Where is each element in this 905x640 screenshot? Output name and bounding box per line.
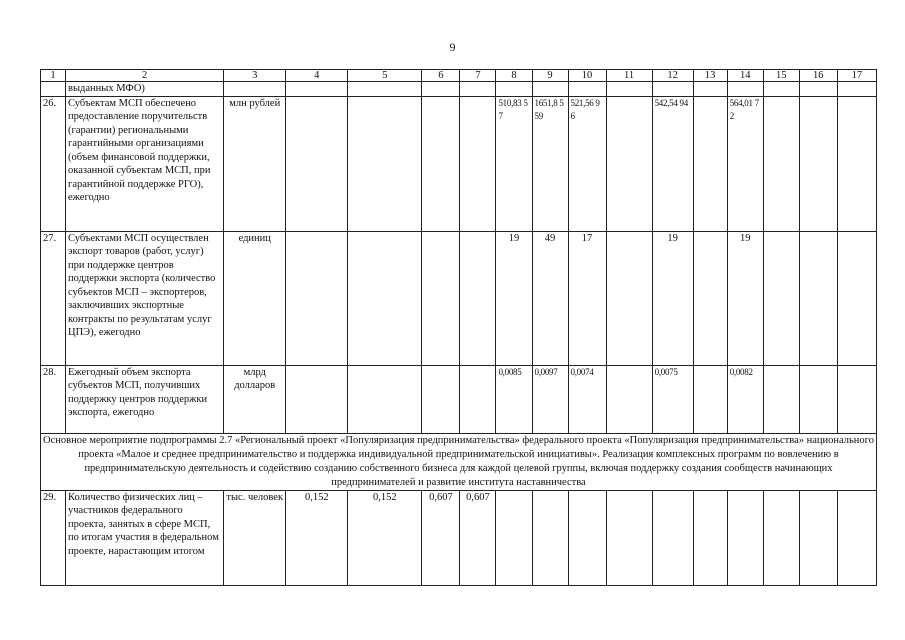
- column-number: 11: [606, 70, 652, 82]
- value-col-9: 1651,8 559: [532, 96, 568, 231]
- value-col-9: 0,0097: [532, 365, 568, 433]
- value-col-12: 0,0075: [652, 365, 693, 433]
- column-number: 15: [763, 70, 799, 82]
- column-number: 3: [224, 70, 286, 82]
- value-col-12: 19: [652, 231, 693, 365]
- column-number: 5: [348, 70, 422, 82]
- indicator-name: Субъектам МСП обеспечено предоставление поручительств (гарантии) региональными гарантийными организациями (объем финансовой поддержки, оказанной субъектам МСП, при гарантийной поддержке РГО), ежегодно: [66, 96, 224, 231]
- row-number: 26.: [41, 96, 66, 231]
- unit-of-measure: млрд долларов: [224, 365, 286, 433]
- value-col-10: 0,0074: [568, 365, 606, 433]
- indicator-name: Количество физических лиц – участников федерального проекта, занятых в сфере МСП, по итогам участия в федеральном проекте, нарастающим итогом: [66, 490, 224, 585]
- row-number: 29.: [41, 490, 66, 585]
- row-number: 27.: [41, 231, 66, 365]
- indicator-name: Субъектами МСП осуществлен экспорт товаров (работ, услуг) при поддержке центров поддержки экспорта (количество субъектов МСП – экспортеров, заключивших экспортные контракты по результатам услуг ЦПЭ), ежегодно: [66, 231, 224, 365]
- unit-of-measure: млн рублей: [224, 96, 286, 231]
- row-number: 28.: [41, 365, 66, 433]
- value-col-14: 0,0082: [727, 365, 763, 433]
- column-number: 17: [837, 70, 876, 82]
- value-col-8: 19: [496, 231, 532, 365]
- column-number: 1: [41, 70, 66, 82]
- section-banner-row: [41, 433, 877, 490]
- value-col-5: 0,152: [348, 490, 422, 585]
- column-number-row: [41, 70, 877, 82]
- value-col-14: 564,01 72: [727, 96, 763, 231]
- column-number: 12: [652, 70, 693, 82]
- continuation-row: [41, 82, 877, 97]
- value-col-4: 0,152: [286, 490, 348, 585]
- table-row: [41, 490, 877, 585]
- page-number: 9: [449, 40, 456, 54]
- table-row: [41, 365, 877, 433]
- column-number: 4: [286, 70, 348, 82]
- value-col-8: 510,83 57: [496, 96, 532, 231]
- column-number: 6: [422, 70, 460, 82]
- column-number: 2: [66, 70, 224, 82]
- column-number: 16: [799, 70, 837, 82]
- value-col-7: 0,607: [460, 490, 496, 585]
- unit-of-measure: единиц: [224, 231, 286, 365]
- section-banner: Основное мероприятие подпрограммы 2.7 «Региональный проект «Популяризация предпринимательства» федерального проекта «Популяризация предпринимательства» национального проекта «Малое и среднее предпринимательство и поддержка индивидуальной предпринимательской инициативы». Реализация комплексных программ по вовлечению в предпринимательскую деятельность и содействию созданию собственного бизнеса для каждой целевой группы, включая поддержку создания сообществ начинающих предпринимателей и развитие института наставничества: [41, 433, 877, 490]
- value-col-10: 521,56 96: [568, 96, 606, 231]
- continuation-text: выданных МФО): [66, 82, 224, 97]
- value-col-8: 0,0085: [496, 365, 532, 433]
- column-number: 14: [727, 70, 763, 82]
- value-col-12: 542,54 94: [652, 96, 693, 231]
- column-number: 8: [496, 70, 532, 82]
- table-row: [41, 231, 877, 365]
- unit-of-measure: тыс. человек: [224, 490, 286, 585]
- value-col-9: 49: [532, 231, 568, 365]
- column-number: 7: [460, 70, 496, 82]
- column-number: 10: [568, 70, 606, 82]
- table-row: [41, 96, 877, 231]
- indicators-table: [40, 69, 877, 586]
- value-col-10: 17: [568, 231, 606, 365]
- value-col-14: 19: [727, 231, 763, 365]
- value-col-6: 0,607: [422, 490, 460, 585]
- column-number: 13: [693, 70, 727, 82]
- indicator-name: Ежегодный объем экспорта субъектов МСП, получивших поддержку центров поддержки экспорта, ежегодно: [66, 365, 224, 433]
- column-number: 9: [532, 70, 568, 82]
